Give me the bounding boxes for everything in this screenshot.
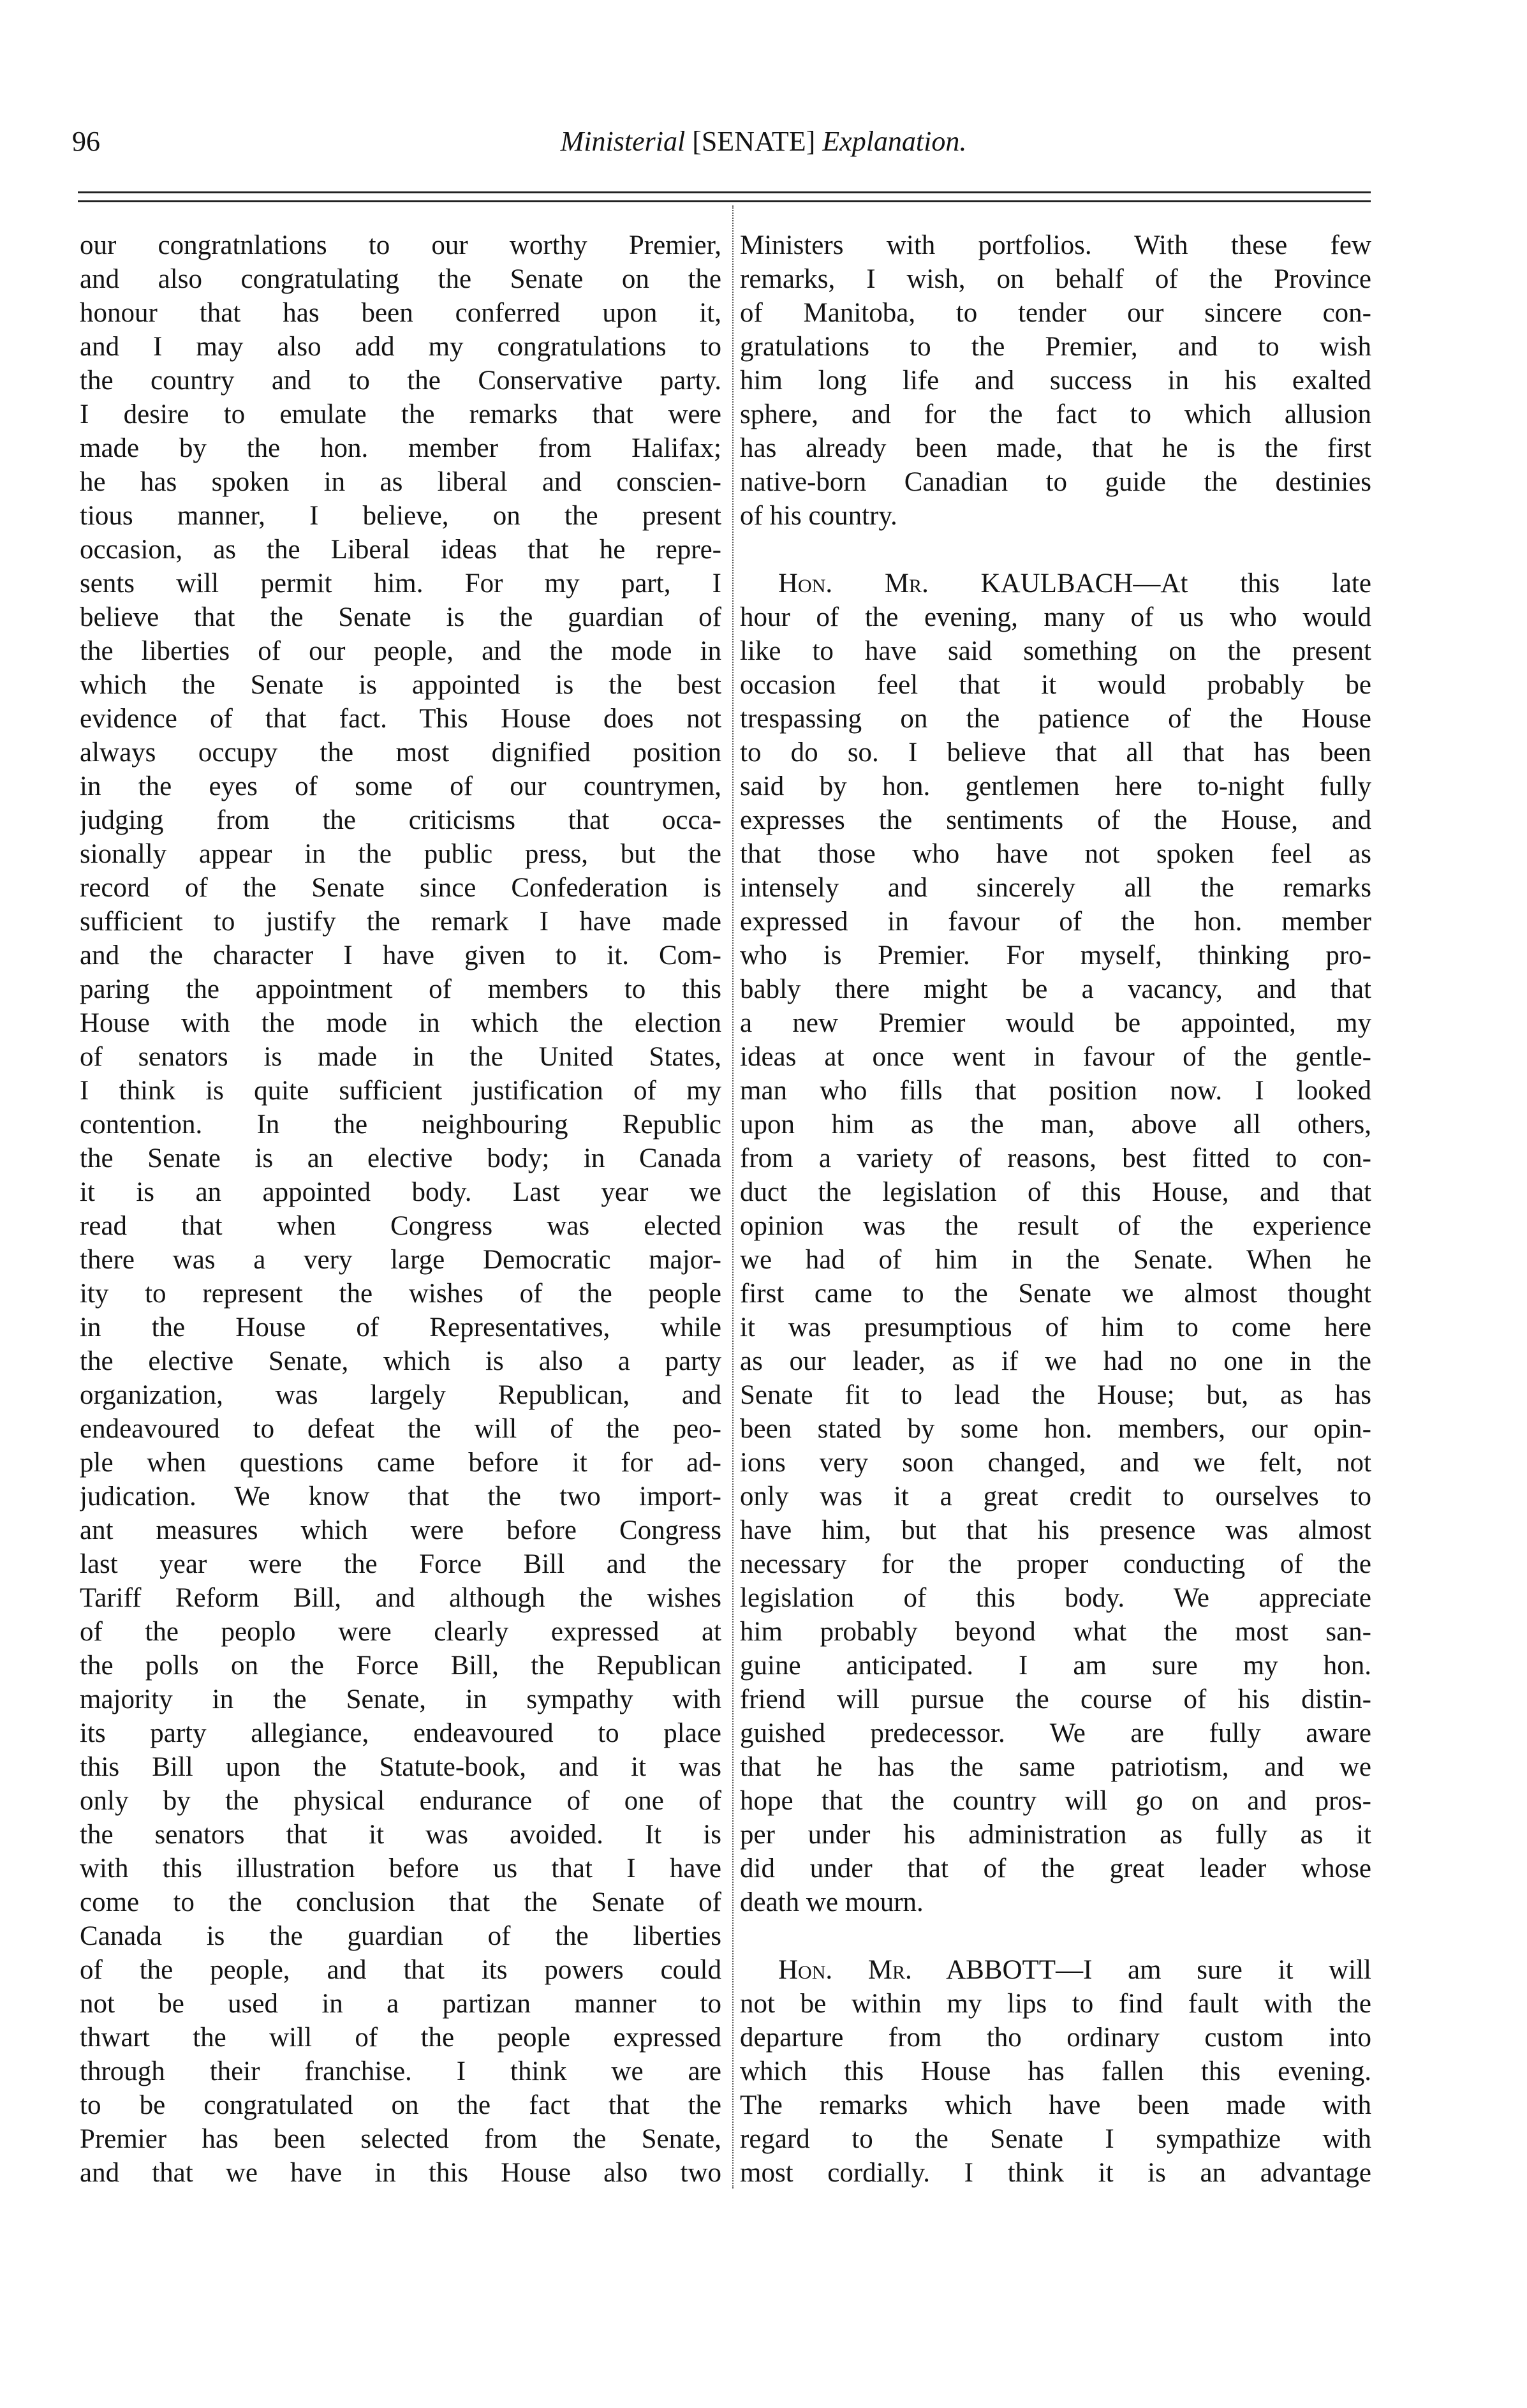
text-line: come to the conclusion that the Senate of	[80, 1887, 721, 1917]
text-line: it is an appointed body. Last year we	[80, 1177, 721, 1207]
text-line: endeavoured to defeat the will of the peo-	[80, 1414, 721, 1444]
text-line: to be congratulated on the fact that the	[80, 2090, 721, 2120]
text-line: and that we have in this House also two	[80, 2158, 721, 2188]
text-line: and also congratulating the Senate on the	[80, 264, 721, 294]
text-line: opinion was the result of the experience	[740, 1211, 1371, 1241]
text-line: only by the physical endurance of one of	[80, 1786, 721, 1816]
text-line: from a variety of reasons, best fitted to con-	[740, 1143, 1371, 1173]
speaker-line-kaulbach	[740, 567, 1371, 600]
text-line: gratulations to the Premier, and to wish	[740, 332, 1371, 362]
text-line: regard to the Senate I sympathize with	[740, 2124, 1371, 2154]
text-line: the Senate is an elective body; in Canada	[80, 1143, 721, 1173]
speaker-name: Hon. Mr. ABBOTT	[778, 1955, 1056, 1985]
text-line: Tariff Reform Bill, and although the wishes	[80, 1583, 721, 1613]
running-head-right: Explanation.	[822, 126, 967, 157]
text-line: believe that the Senate is the guardian of	[80, 602, 721, 632]
paragraph-gap	[740, 533, 1371, 567]
text-line: our congratnlations to our worthy Premier,	[80, 230, 721, 260]
text-line: through their franchise. I think we are	[80, 2056, 721, 2086]
speaker-line-text: —I am sure it will	[1056, 1955, 1371, 1985]
text-line: native-born Canadian to guide the destinies	[740, 467, 1371, 497]
text-line: per under his administration as fully as it	[740, 1820, 1371, 1850]
running-head	[0, 128, 1527, 156]
text-line: ideas at once went in favour of the gentle-	[740, 1042, 1371, 1072]
text-line: remarks, I wish, on behalf of the Province	[740, 264, 1371, 294]
text-line: I think is quite sufficient justification of my	[80, 1076, 721, 1106]
text-line: that he has the same patriotism, and we	[740, 1752, 1371, 1782]
text-line: he has spoken in as liberal and conscien-	[80, 467, 721, 497]
text-line: intensely and sincerely all the remarks	[740, 873, 1371, 903]
text-line: read that when Congress was elected	[80, 1211, 721, 1241]
text-line: evidence of that fact. This House does not	[80, 704, 721, 734]
text-line: expressed in favour of the hon. member	[740, 907, 1371, 937]
right-column	[740, 228, 1371, 2190]
text-line: occasion, as the Liberal ideas that he repre-	[80, 535, 721, 565]
text-line: this Bill upon the Statute-book, and it was	[80, 1752, 721, 1782]
text-line: him long life and success in his exalted	[740, 366, 1371, 396]
text-line: has already been made, that he is the first	[740, 433, 1371, 463]
left-column	[80, 228, 721, 2190]
speaker-line-text: —At this late	[1133, 569, 1371, 598]
text-line: departure from tho ordinary custom into	[740, 2023, 1371, 2053]
text-line: of the people, and that its powers could	[80, 1955, 721, 1985]
text-line: guine anticipated. I am sure my hon.	[740, 1651, 1371, 1681]
text-line: of the peoplo were clearly expressed at	[80, 1617, 721, 1647]
text-line: bably there might be a vacancy, and that	[740, 974, 1371, 1004]
text-line: judging from the criticisms that occa-	[80, 805, 721, 835]
text-line: and I may also add my congratulations to	[80, 332, 721, 362]
text-line: him probably beyond what the most san-	[740, 1617, 1371, 1647]
text-line: necessary for the proper conducting of the	[740, 1549, 1371, 1579]
text-line: hour of the evening, many of us who would	[740, 602, 1371, 632]
speaker-name: Hon. Mr. KAULBACH	[778, 569, 1133, 598]
text-line: honour that has been conferred upon it,	[80, 298, 721, 328]
text-line: there was a very large Democratic major-	[80, 1245, 721, 1275]
text-line: not be used in a partizan manner to	[80, 1989, 721, 2019]
text-line: which the Senate is appointed is the best	[80, 670, 721, 700]
text-line: like to have said something on the present	[740, 636, 1371, 666]
text-line: in the House of Representatives, while	[80, 1312, 721, 1342]
text-line: we had of him in the Senate. When he	[740, 1245, 1371, 1275]
text-line: sphere, and for the fact to which allusion	[740, 399, 1371, 429]
text-line: a new Premier would be appointed, my	[740, 1008, 1371, 1038]
right-paragraph-1	[740, 228, 1371, 533]
page-number: 96	[72, 126, 100, 157]
text-line: the elective Senate, which is also a party	[80, 1346, 721, 1376]
text-line: said by hon. gentlemen here to-night fully	[740, 771, 1371, 801]
text-line: contention. In the neighbouring Republic	[80, 1110, 721, 1140]
text-line: ple when questions came before it for ad-	[80, 1448, 721, 1478]
text-line: always occupy the most dignified position	[80, 738, 721, 768]
text-line: the polls on the Force Bill, the Republican	[80, 1651, 721, 1681]
text-line: paring the appointment of members to this	[80, 974, 721, 1004]
right-paragraph-2	[740, 600, 1371, 1919]
text-line: trespassing on the patience of the House	[740, 704, 1371, 734]
text-line: as our leader, as if we had no one in the	[740, 1346, 1371, 1376]
text-line: made by the hon. member from Halifax;	[80, 433, 721, 463]
paragraph-gap	[740, 1919, 1371, 1953]
text-line: sufficient to justify the remark I have made	[80, 907, 721, 937]
header-rule-bottom	[78, 200, 1371, 202]
text-line: of his country.	[740, 501, 897, 531]
text-line: tious manner, I believe, on the present	[80, 501, 721, 531]
text-line: only was it a great credit to ourselves to	[740, 1482, 1371, 1512]
running-head-middle: [SENATE]	[692, 126, 816, 157]
text-line: hope that the country will go on and pros-	[740, 1786, 1371, 1816]
text-line: record of the Senate since Confederation is	[80, 873, 721, 903]
text-line: with this illustration before us that I have	[80, 1854, 721, 1884]
text-line: sionally appear in the public press, but the	[80, 839, 721, 869]
text-line: expresses the sentiments of the House, and	[740, 805, 1371, 835]
text-line: of Manitoba, to tender our sincere con-	[740, 298, 1371, 328]
text-line: Premier has been selected from the Senate,	[80, 2124, 721, 2154]
text-line: did under that of the great leader whose	[740, 1854, 1371, 1884]
text-line: to do so. I believe that all that has been	[740, 738, 1371, 768]
text-line: death we mourn.	[740, 1887, 924, 1917]
text-line: in the eyes of some of our countrymen,	[80, 771, 721, 801]
text-line: duct the legislation of this House, and that	[740, 1177, 1371, 1207]
header-rule-top	[78, 191, 1371, 193]
text-line: man who fills that position now. I looked	[740, 1076, 1371, 1106]
text-line: Canada is the guardian of the liberties	[80, 1921, 721, 1951]
text-line: legislation of this body. We appreciate	[740, 1583, 1371, 1613]
text-line: House with the mode in which the election	[80, 1008, 721, 1038]
text-line: organization, was largely Republican, and	[80, 1380, 721, 1410]
text-line: upon him as the man, above all others,	[740, 1110, 1371, 1140]
text-line: Ministers with portfolios. With these few	[740, 230, 1371, 260]
text-line: I desire to emulate the remarks that were	[80, 399, 721, 429]
text-line: of senators is made in the United States,	[80, 1042, 721, 1072]
text-line: sents will permit him. For my part, I	[80, 569, 721, 598]
text-line: occasion feel that it would probably be	[740, 670, 1371, 700]
text-line: it was presumptious of him to come here	[740, 1312, 1371, 1342]
text-line: last year were the Force Bill and the	[80, 1549, 721, 1579]
text-line: which this House has fallen this evening.	[740, 2056, 1371, 2086]
text-line: The remarks which have been made with	[740, 2090, 1371, 2120]
text-line: who is Premier. For myself, thinking pro-	[740, 940, 1371, 970]
right-paragraph-3	[740, 1987, 1371, 2190]
text-line: and the character I have given to it. Com-	[80, 940, 721, 970]
text-line: the country and to the Conservative party.	[80, 366, 721, 396]
text-line: been stated by some hon. members, our opin-	[740, 1414, 1371, 1444]
text-line: guished predecessor. We are fully aware	[740, 1718, 1371, 1748]
column-divider	[732, 205, 734, 2189]
text-line: have him, but that his presence was almost	[740, 1515, 1371, 1545]
text-line: the senators that it was avoided. It is	[80, 1820, 721, 1850]
text-line: judication. We know that the two import-	[80, 1482, 721, 1512]
text-line: thwart the will of the people expressed	[80, 2023, 721, 2053]
text-line: ions very soon changed, and we felt, not	[740, 1448, 1371, 1478]
speaker-line-abbott	[740, 1953, 1371, 1987]
text-line: its party allegiance, endeavoured to place	[80, 1718, 721, 1748]
text-line: ity to represent the wishes of the people	[80, 1279, 721, 1309]
text-line: first came to the Senate we almost thought	[740, 1279, 1371, 1309]
running-head-left: Ministerial	[560, 126, 686, 157]
text-line: most cordially. I think it is an advantage	[740, 2158, 1371, 2188]
text-line: friend will pursue the course of his distin-	[740, 1684, 1371, 1714]
text-line: the liberties of our people, and the mode in	[80, 636, 721, 666]
text-line: that those who have not spoken feel as	[740, 839, 1371, 869]
text-line: not be within my lips to find fault with the	[740, 1989, 1371, 2019]
text-line: majority in the Senate, in sympathy with	[80, 1684, 721, 1714]
text-line: Senate fit to lead the House; but, as has	[740, 1380, 1371, 1410]
text-line: ant measures which were before Congress	[80, 1515, 721, 1545]
